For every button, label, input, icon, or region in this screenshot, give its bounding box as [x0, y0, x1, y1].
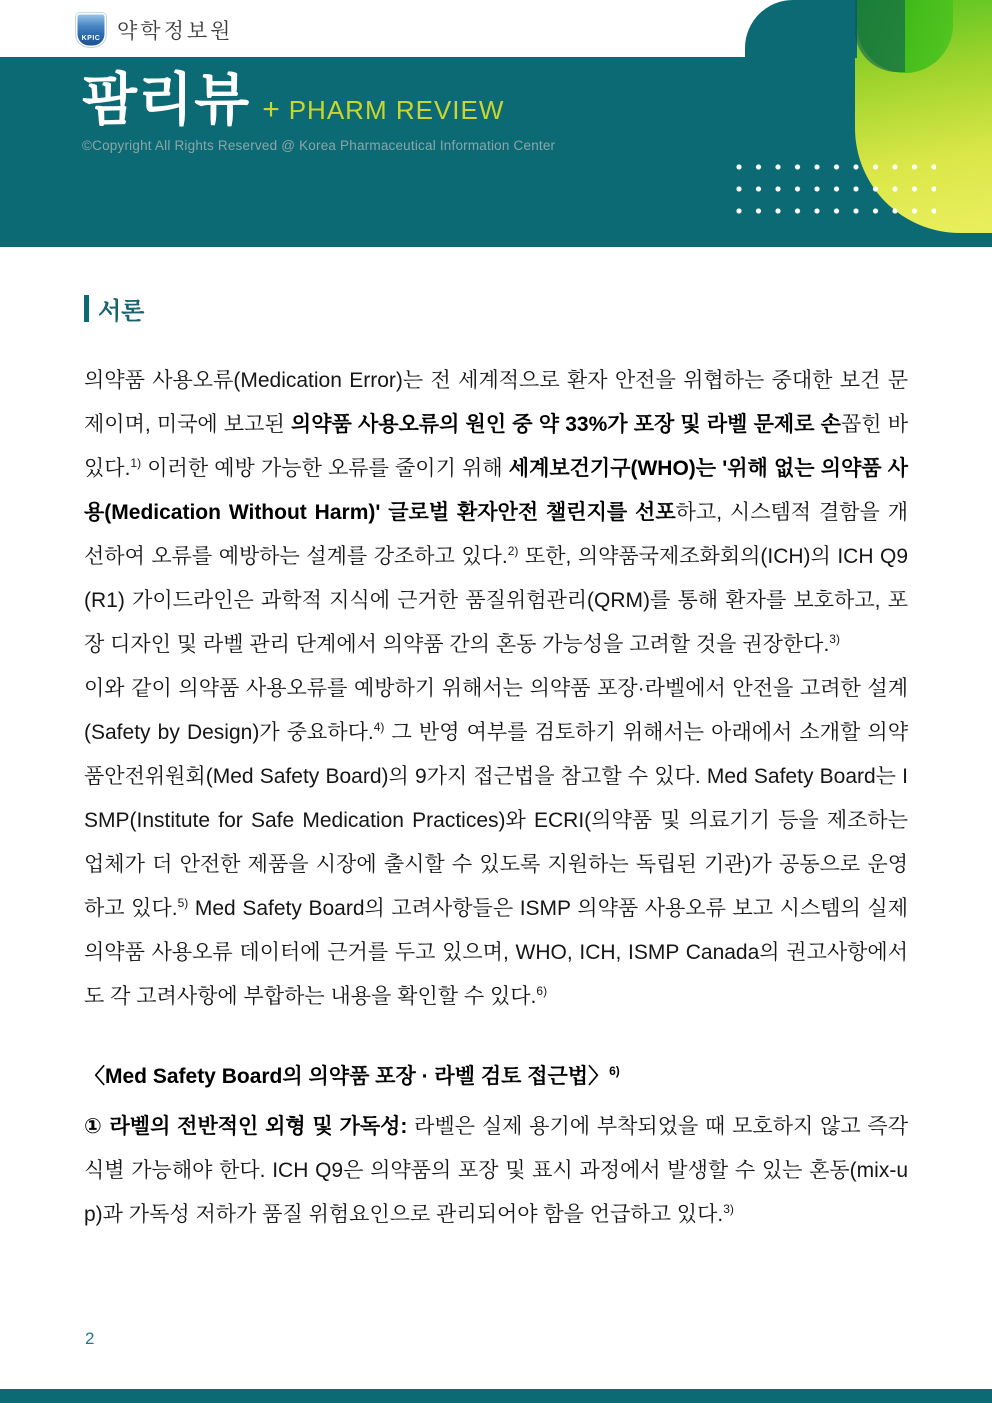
footnote-ref: 6): [536, 984, 548, 998]
copyright-line: ©Copyright All Rights Reserved @ Korea Pharmaceutical Information Center: [82, 138, 556, 153]
logo-text: 약학정보원: [117, 20, 234, 43]
text-run: 이러한 예방 가능한 오류를 줄이기 위해: [141, 457, 509, 480]
approach-list-heading: [84, 1055, 908, 1099]
banner-text: [82, 68, 556, 153]
text-run: 〈Med Safety Board의 의약품 포장 · 라벨 검토 접근법〉: [84, 1065, 610, 1088]
footnote-ref: 4): [373, 720, 385, 734]
text-run: 의약품 사용오류의 원인 중 약 33%가 포장 및 라벨 문제로 손: [290, 413, 841, 436]
footnote-ref: 1): [130, 456, 142, 470]
newsletter-subtitle: PHARM REVIEW: [288, 95, 505, 125]
newsletter-title: 팜리뷰: [82, 68, 251, 132]
kpic-shield-icon: [76, 13, 106, 47]
kpic-shield-label: KPIC: [81, 35, 101, 42]
section-heading-bar: [84, 295, 89, 322]
article-body: [84, 359, 908, 1237]
text-run: 그 반영 여부를 검토하기 위해서는 아래에서 소개할 의약품안전위원회(Med Safety Board)의 9가지 접근법을 참고할 수 있다. Med Safety Board는 ISMP(Institute for Safe Medication Practices)와 ECRI(의약품 및 의료기기 등을 제조하는 업체가 더 안전한 제품을 시장에 출시할 수 있도록 지원하는 독립된 기관)가 공동으로 운영하고 있다.: [84, 721, 908, 920]
text-run: 세계보건기구(WHO)는 '위해 없는 의약품 사용(Medication Without Harm)' 글로벌 환자안전 챌린지를 선포: [84, 457, 908, 524]
footnote-ref: 2): [507, 544, 519, 558]
footnote-ref: 3): [723, 1202, 734, 1216]
text-run: 이와 같이 의약품 사용오류를 예방하기 위해서는 의약품 포장·라벨에서 안전을 고려한 설계(Safety by Design)가 중요하다.: [84, 677, 908, 744]
decor-white-dot-grid: [736, 164, 936, 226]
footnote-ref: 3): [829, 632, 840, 646]
text-run: 라벨은 실제 용기에 부착되었을 때 모호하지 않고 즉각 식별 가능해야 한다. ICH Q9은 의약품의 포장 및 표시 과정에서 발생할 수 있는 혼동(mix-up)과 가독성 저하가 품질 위험요인으로 관리되어야 함을 언급하고 있다.: [84, 1115, 908, 1226]
page-number: 2: [85, 1329, 95, 1348]
article: [84, 247, 908, 1237]
footnote-ref: 5): [177, 896, 189, 910]
text-run: 의약품 사용오류(Medication Error)는 전 세계적으로 환자 안전을 위협하는 중대한 보건 문제이며, 미국에 보고된: [84, 369, 908, 436]
section-heading: [84, 291, 908, 326]
text-run: 하고, 시스템적 결함을 개선하여 오류를 예방하는 설계를 강조하고 있다.: [84, 501, 909, 568]
newsletter-title-row: [82, 68, 555, 132]
intro-paragraph-1: [84, 359, 908, 667]
footer-bar: [0, 1389, 992, 1403]
kpic-logo: [76, 13, 233, 47]
section-heading-title: 서론: [98, 298, 145, 325]
intro-paragraph-2: [84, 667, 908, 1019]
text-run: Med Safety Board의 고려사항들은 ISMP 의약품 사용오류 보고 시스템의 실제 의약품 사용오류 데이터에 근거를 두고 있으며, WHO, ICH, ISMP Canada의 권고사항에서도 각 고려사항에 부합하는 내용을 확인할 수 있다.: [84, 897, 908, 1008]
plus-mark: +: [262, 93, 280, 126]
footnote-ref: 6): [609, 1064, 620, 1078]
text-run: 꼽힌 바 있다.: [84, 413, 908, 480]
approach-item-1: [84, 1105, 908, 1237]
text-run: 또한, 의약품국제조화회의(ICH)의 ICH Q9(R1) 가이드라인은 과학적 지식에 근거한 품질위험관리(QRM)를 통해 환자를 보호하고, 포장 디자인 및 라벨 관리 단계에서 의약품 간의 혼동 가능성을 고려할 것을 권장한다.: [84, 545, 908, 656]
text-run: ① 라벨의 전반적인 외형 및 가독성:: [84, 1115, 408, 1138]
